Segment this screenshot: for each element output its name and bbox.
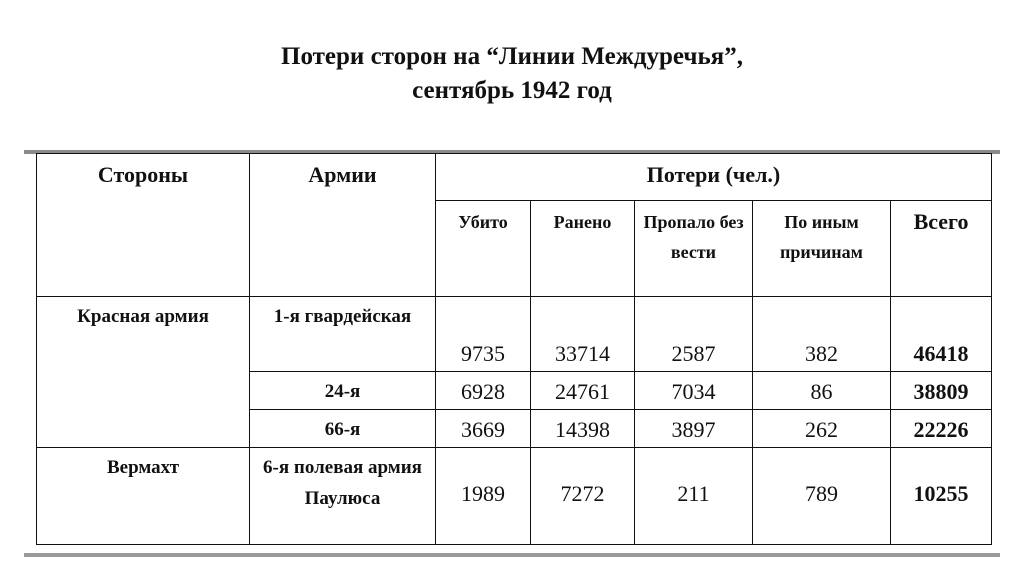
page-title (0, 40, 1024, 108)
killed-cell: 6928 (436, 372, 531, 410)
title-line-1: Потери сторон на “Линии Междуречья”, (281, 43, 743, 70)
killed-cell: 9735 (436, 297, 531, 372)
missing-cell: 211 (635, 448, 753, 545)
header-row-2 (37, 201, 992, 297)
other-cell: 789 (753, 448, 891, 545)
header-row-1 (37, 154, 992, 201)
army-cell: 66-я (250, 410, 436, 448)
killed-cell: 1989 (436, 448, 531, 545)
wounded-cell: 33714 (531, 297, 635, 372)
army-cell: 6-я полевая армия Паулюса (250, 448, 436, 545)
header-wounded: Ранено (531, 201, 635, 297)
side-cell: Красная армия (37, 297, 250, 448)
total-cell: 22226 (891, 410, 992, 448)
header-armies: Армии (250, 154, 436, 201)
losses-table (36, 153, 992, 545)
total-cell: 10255 (891, 448, 992, 545)
table-row (37, 297, 992, 372)
killed-cell: 3669 (436, 410, 531, 448)
header-total: Всего (891, 201, 992, 297)
missing-cell: 3897 (635, 410, 753, 448)
wounded-cell: 14398 (531, 410, 635, 448)
wounded-cell: 7272 (531, 448, 635, 545)
army-cell: 24-я (250, 372, 436, 410)
other-cell: 382 (753, 297, 891, 372)
wounded-cell: 24761 (531, 372, 635, 410)
table-row (37, 448, 992, 545)
header-other: По иным причинам (753, 201, 891, 297)
title-line-2: сентябрь 1942 год (412, 77, 612, 104)
header-armies-cont (250, 201, 436, 297)
header-losses: Потери (чел.) (436, 154, 992, 201)
header-missing: Пропало без вести (635, 201, 753, 297)
missing-cell: 2587 (635, 297, 753, 372)
total-cell: 38809 (891, 372, 992, 410)
other-cell: 86 (753, 372, 891, 410)
header-sides: Стороны (37, 154, 250, 201)
missing-cell: 7034 (635, 372, 753, 410)
total-cell: 46418 (891, 297, 992, 372)
header-sides-cont (37, 201, 250, 297)
side-cell: Вермахт (37, 448, 250, 545)
bottom-divider (24, 553, 1000, 557)
header-killed: Убито (436, 201, 531, 297)
other-cell: 262 (753, 410, 891, 448)
army-cell: 1-я гвардейская (250, 297, 436, 372)
